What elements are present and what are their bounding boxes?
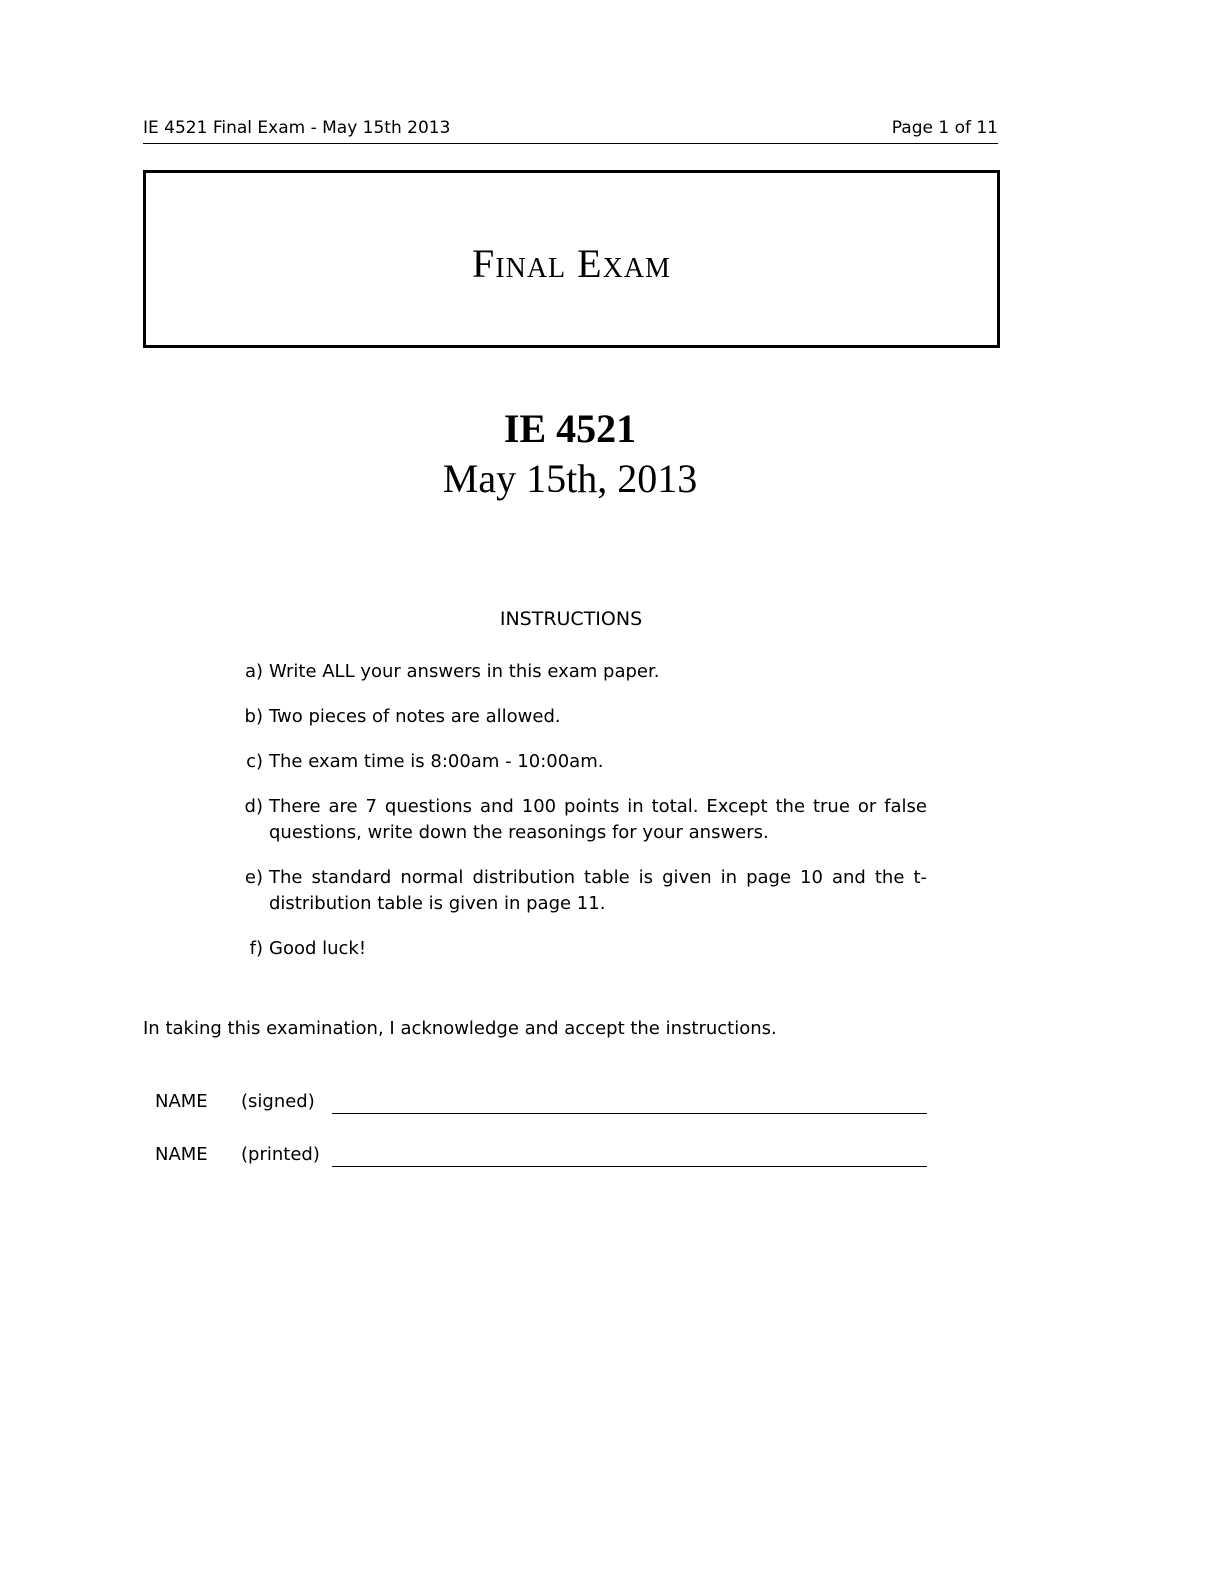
instruction-item [233,704,927,730]
page-header [143,116,998,144]
instruction-text: The exam time is 8:00am - 10:00am. [269,751,604,772]
exam-title: Final Exam [472,240,671,286]
instruction-marker: f) [249,938,263,959]
course-code: IE 4521 [503,406,637,451]
instruction-marker: c) [246,751,263,772]
header-page-number: Page 1 of 11 [891,118,998,138]
instruction-text: Write ALL your answers in this exam paper. [269,661,660,682]
instruction-marker: a) [244,661,263,682]
instruction-marker: b) [244,706,263,727]
instruction-marker: e) [244,867,263,888]
signed-name-line[interactable] [332,1113,927,1114]
header-exam-title: IE 4521 Final Exam - May 15th 2013 [143,118,451,138]
printed-label: (printed) [241,1144,320,1165]
instruction-text: Two pieces of notes are allowed. [269,706,561,727]
printed-name-line[interactable] [332,1166,927,1167]
instruction-item [233,749,927,775]
instruction-item [233,794,927,846]
instruction-marker: d) [244,796,263,817]
name-label: NAME [155,1091,208,1112]
instruction-text: There are 7 questions and 100 points in total. Except the true or false questions, write down the reasonings for your answers. [269,796,927,843]
exam-date: May 15th, 2013 [442,456,698,501]
signed-label: (signed) [241,1091,315,1112]
instruction-item [233,865,927,917]
instruction-text: The standard normal distribution table is given in page 10 and the t-distribution table is given in page 11. [269,867,927,914]
instruction-text: Good luck! [269,938,367,959]
printed-name-row [155,1144,955,1174]
instructions-list [233,659,927,981]
signed-name-row [155,1091,955,1121]
acknowledgement-text: In taking this examination, I acknowledge and accept the instructions. [143,1018,777,1039]
name-label: NAME [155,1144,208,1165]
instructions-heading: INSTRUCTIONS [499,608,643,630]
title-box [143,170,1000,348]
instruction-item [233,936,927,962]
instruction-item [233,659,927,685]
